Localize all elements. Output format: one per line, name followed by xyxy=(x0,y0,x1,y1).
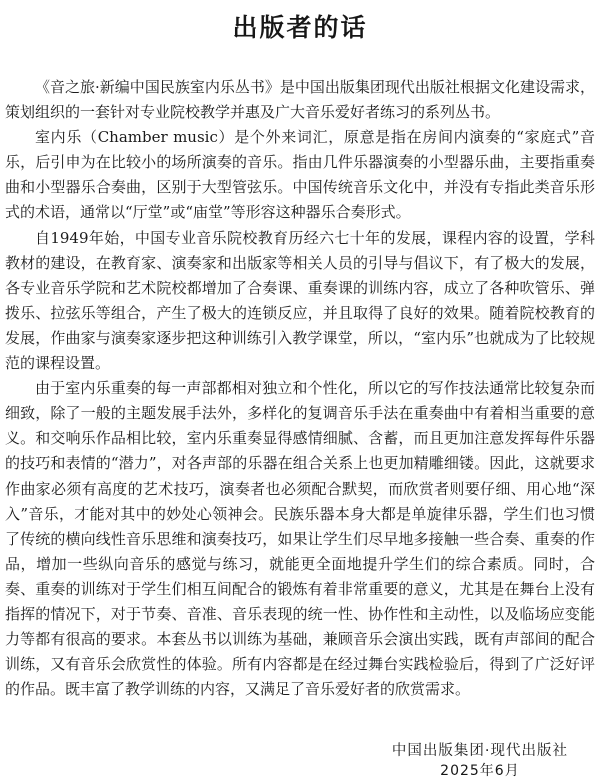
paragraph-education-history: 自1949年始，中国专业音乐院校教育历经六七十年的发展，课程内容的设置，学科教材的建设，在教育家、演奏家和出版家等相关人员的引导与倡议下，有了极大的发展，各专业音乐学院和艺术院校都增加了合奏课、重奏课的训练内容，成立了各种吹管乐、弹拨乐、拉弦乐等组合，产生了极大的连锁反应，并且取得了良好的效果。随着院校教育的发展，作曲家与演奏家逐步把这种训练引入教学课堂，所以，“室内乐”也就成为了比较规范的课程设置。 xyxy=(5,228,595,373)
page-title: 出版者的话 xyxy=(232,13,368,42)
document-body xyxy=(5,75,595,702)
publisher-name: 中国出版集团·现代出版社 xyxy=(391,743,568,760)
paragraph-ensemble-significance: 由于室内乐重奏的每一声部都相对独立和个性化，所以它的写作技法通常比较复杂而细致，除了一般的主题发展手法外，多样化的复调音乐手法在重奏曲中有着相当重要的意义。和交响乐作品相比较，室内乐重奏显得感情细腻、含蓄，而且更加注意发挥每件乐器的技巧和表情的“潜力”，对各声部的乐器在组合关系上也更加精雕细镂。因此，这就要求作曲家必须有高度的艺术技巧，演奏者也必须配合默契，而欣赏者则要仔细、用心地“深入”音乐，才能对其中的妙处心领神会。民族乐器本身大都是单旋律乐器，学生们也习惯了传统的横向线性音乐思维和演奏技巧，如果让学生们尽早地多接触一些合奏、重奏的作品，增加一些纵向音乐的感觉与练习，就能更全面地提升学生们的综合素质。同时，合奏、重奏的训练对于学生们相互间配合的锻炼有着非常重要的意义，尤其是在舞台上没有指挥的情况下，对于节奏、音准、音乐表现的统一性、协作性和主动性，以及临场应变能力等都有很高的要求。本套丛书以训练为基础，兼顾音乐会演出实践，既有声部间的配合训练，又有音乐会欣赏性的体验。所有内容都是在经过舞台实践检验后，得到了广泛好评的作品。既丰富了教学训练的内容，又满足了音乐爱好者的欣赏需求。 xyxy=(5,379,595,699)
paragraph-intro: 《音之旅·新编中国民族室内乐丛书》是中国出版集团现代出版社根据文化建设需求，策划组织的一套针对专业院校教学并惠及广大音乐爱好者练习的系列丛书。 xyxy=(5,78,595,122)
publication-date: 2025年6月 xyxy=(440,763,520,780)
signature-block xyxy=(392,741,568,781)
paragraph-chamber-music-definition: 室内乐（Chamber music）是个外来词汇，原意是指在房间内演奏的“家庭式”音乐，后引申为在比较小的场所演奏的音乐。指由几件乐器演奏的小型器乐曲，主要指重奏曲和小型器乐合奏曲，区别于大型管弦乐。中国传统音乐文化中，并没有专指此类音乐形式的术语，通常以“厅堂”或“庙堂”等形容这种器乐合奏形式。 xyxy=(5,128,595,222)
